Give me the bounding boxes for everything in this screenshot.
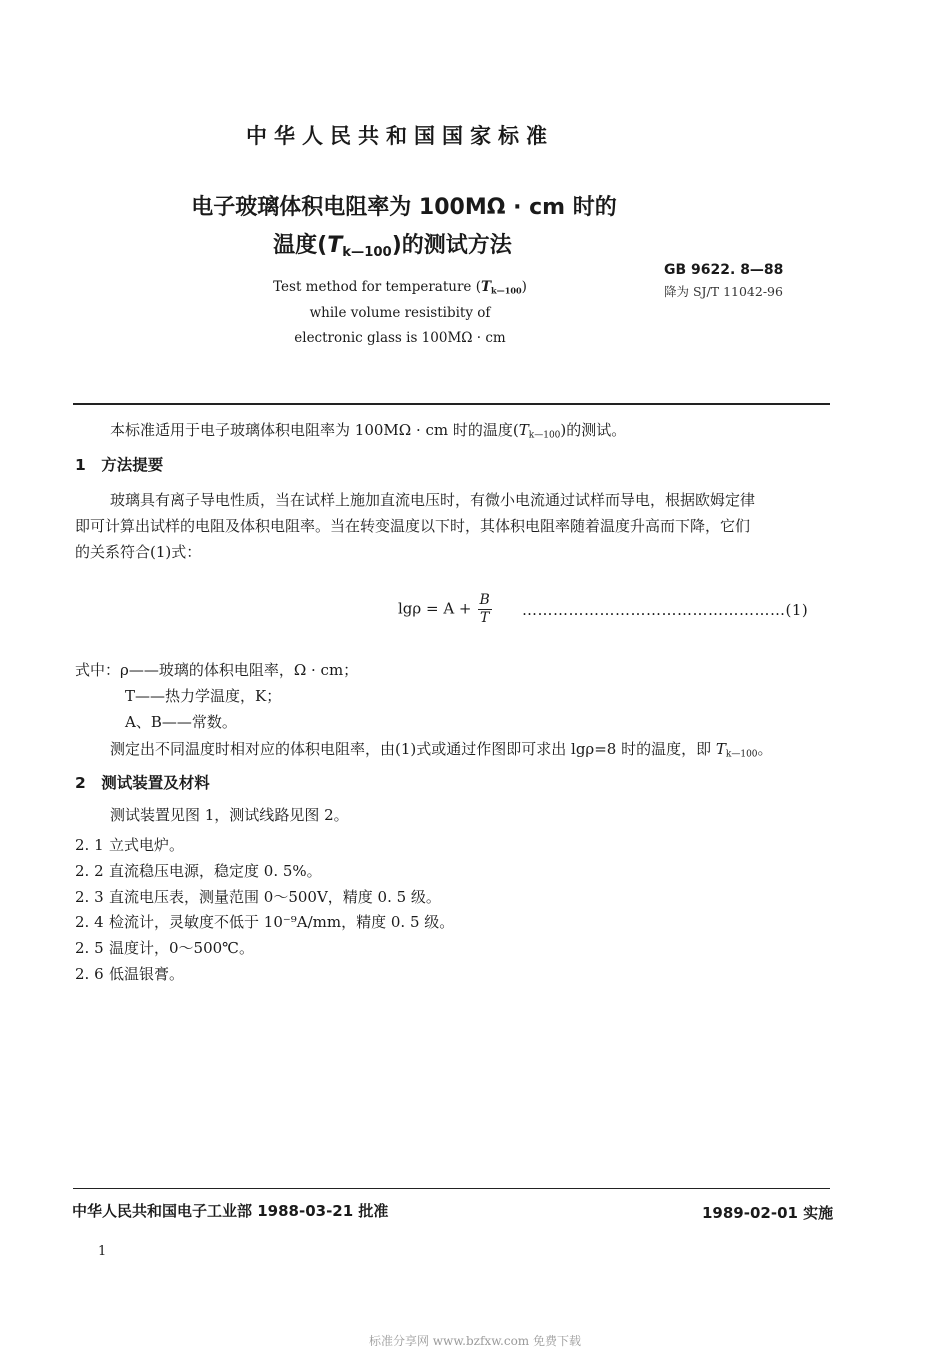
paragraph1-line2: 即可计算出试样的电阻及体积电阻率。当在转变温度以下时，其体积电阻率随着温度升高而下降，它们 bbox=[75, 517, 751, 535]
formula-numerator: B bbox=[479, 592, 490, 608]
english-title-line2: while volume resistibity of bbox=[309, 305, 491, 321]
top-divider bbox=[73, 403, 830, 405]
list-item-text: 直流稳压电源，稳定度 0. 5%。 bbox=[109, 862, 322, 880]
formula-1 bbox=[398, 592, 498, 627]
measure-pre: 测定出不同温度时相对应的体积电阻率，由(1)式或通过作图即可求出 lgρ=8 时的温度，即 bbox=[110, 740, 716, 758]
scope-statement bbox=[110, 419, 626, 441]
english-line1-pre: Test method for temperature ( bbox=[273, 279, 481, 295]
list-item bbox=[75, 937, 254, 958]
english-T-symbol: T bbox=[480, 279, 492, 295]
english-T-subscript: k—100 bbox=[491, 285, 522, 296]
title-T-subscript: k—100 bbox=[342, 244, 392, 260]
where-definition-AB: A、B——常数。 bbox=[125, 713, 237, 731]
list-item bbox=[75, 834, 184, 855]
scope-post: )的测试。 bbox=[560, 421, 627, 439]
scope-pre: 本标准适用于电子玻璃体积电阻率为 100MΩ · cm 时的温度( bbox=[110, 421, 519, 439]
approval-line: 中华人民共和国电子工业部 1988-03-21 批准 bbox=[72, 1202, 389, 1220]
list-item-text: 检流计，灵敏度不低于 10⁻⁹A/mm，精度 0. 5 级。 bbox=[109, 913, 455, 931]
measure-T-subscript: k—100 bbox=[725, 749, 758, 760]
standard-code: GB 9622. 8—88 bbox=[664, 262, 784, 278]
english-line1-post: ) bbox=[521, 279, 527, 295]
list-item-number: 2. 2 bbox=[75, 862, 104, 880]
document-title-line1: 电子玻璃体积电阻率为 100MΩ · cm 时的 bbox=[191, 195, 617, 220]
title-line2-pre: 温度( bbox=[273, 233, 328, 258]
where-definition-rho: 式中：ρ——玻璃的体积电阻率，Ω · cm； bbox=[75, 661, 359, 679]
measurement-statement bbox=[110, 738, 773, 760]
document-organization-header: 中华人民共和国国家标准 bbox=[246, 124, 554, 148]
list-item bbox=[75, 860, 322, 881]
title-line2-post: )的测试方法 bbox=[391, 233, 512, 258]
page-number: 1 bbox=[98, 1244, 107, 1259]
where-definition-T: T——热力学温度，K； bbox=[125, 687, 282, 705]
measure-post: 。 bbox=[757, 740, 773, 758]
english-title-line3: electronic glass is 100MΩ · cm bbox=[294, 330, 506, 346]
section2-heading: 2 测试装置及材料 bbox=[75, 774, 210, 792]
list-item bbox=[75, 911, 454, 932]
list-item-number: 2. 3 bbox=[75, 888, 104, 906]
list-item-text: 立式电炉。 bbox=[109, 836, 185, 854]
list-item-number: 2. 5 bbox=[75, 939, 104, 957]
english-title-line1 bbox=[0, 279, 800, 295]
formula-number-leader: ……………………………………………(1) bbox=[522, 601, 809, 619]
list-item bbox=[75, 886, 441, 907]
scope-T-subscript: k—100 bbox=[528, 430, 561, 441]
implementation-date: 1989-02-01 实施 bbox=[702, 1204, 834, 1222]
paragraph1-line1: 玻璃具有离子导电性质，当在试样上施加直流电压时，有微小电流通过试样而导电，根据欧姆定律 bbox=[110, 491, 756, 509]
list-item-text: 直流电压表，测量范围 0～500V，精度 0. 5 级。 bbox=[109, 888, 441, 906]
replaced-by-note: 降为 SJ/T 11042-96 bbox=[664, 284, 783, 299]
formula-denominator: T bbox=[479, 610, 490, 626]
list-item-text: 低温银膏。 bbox=[109, 965, 185, 983]
list-item-number: 2. 1 bbox=[75, 836, 104, 854]
scope-T-symbol: T bbox=[518, 421, 529, 439]
section1-heading: 1 方法提要 bbox=[75, 456, 164, 474]
formula-lhs: lgρ = A + bbox=[398, 599, 472, 618]
title-T-symbol: T bbox=[327, 233, 343, 258]
document-title-line2 bbox=[0, 228, 785, 260]
list-item bbox=[75, 963, 184, 984]
list-item-text: 温度计，0～500℃。 bbox=[109, 939, 254, 957]
paragraph1-line3: 的关系符合(1)式： bbox=[75, 543, 202, 561]
list-item-number: 2. 4 bbox=[75, 913, 104, 931]
formula-fraction bbox=[478, 592, 492, 627]
section2-intro: 测试装置见图 1，测试线路见图 2。 bbox=[110, 806, 349, 824]
watermark-text: 标准分享网 www.bzfxw.com 免费下载 bbox=[368, 1334, 582, 1348]
footer-divider bbox=[73, 1188, 830, 1189]
list-item-number: 2. 6 bbox=[75, 965, 104, 983]
measure-T-symbol: T bbox=[715, 740, 726, 758]
